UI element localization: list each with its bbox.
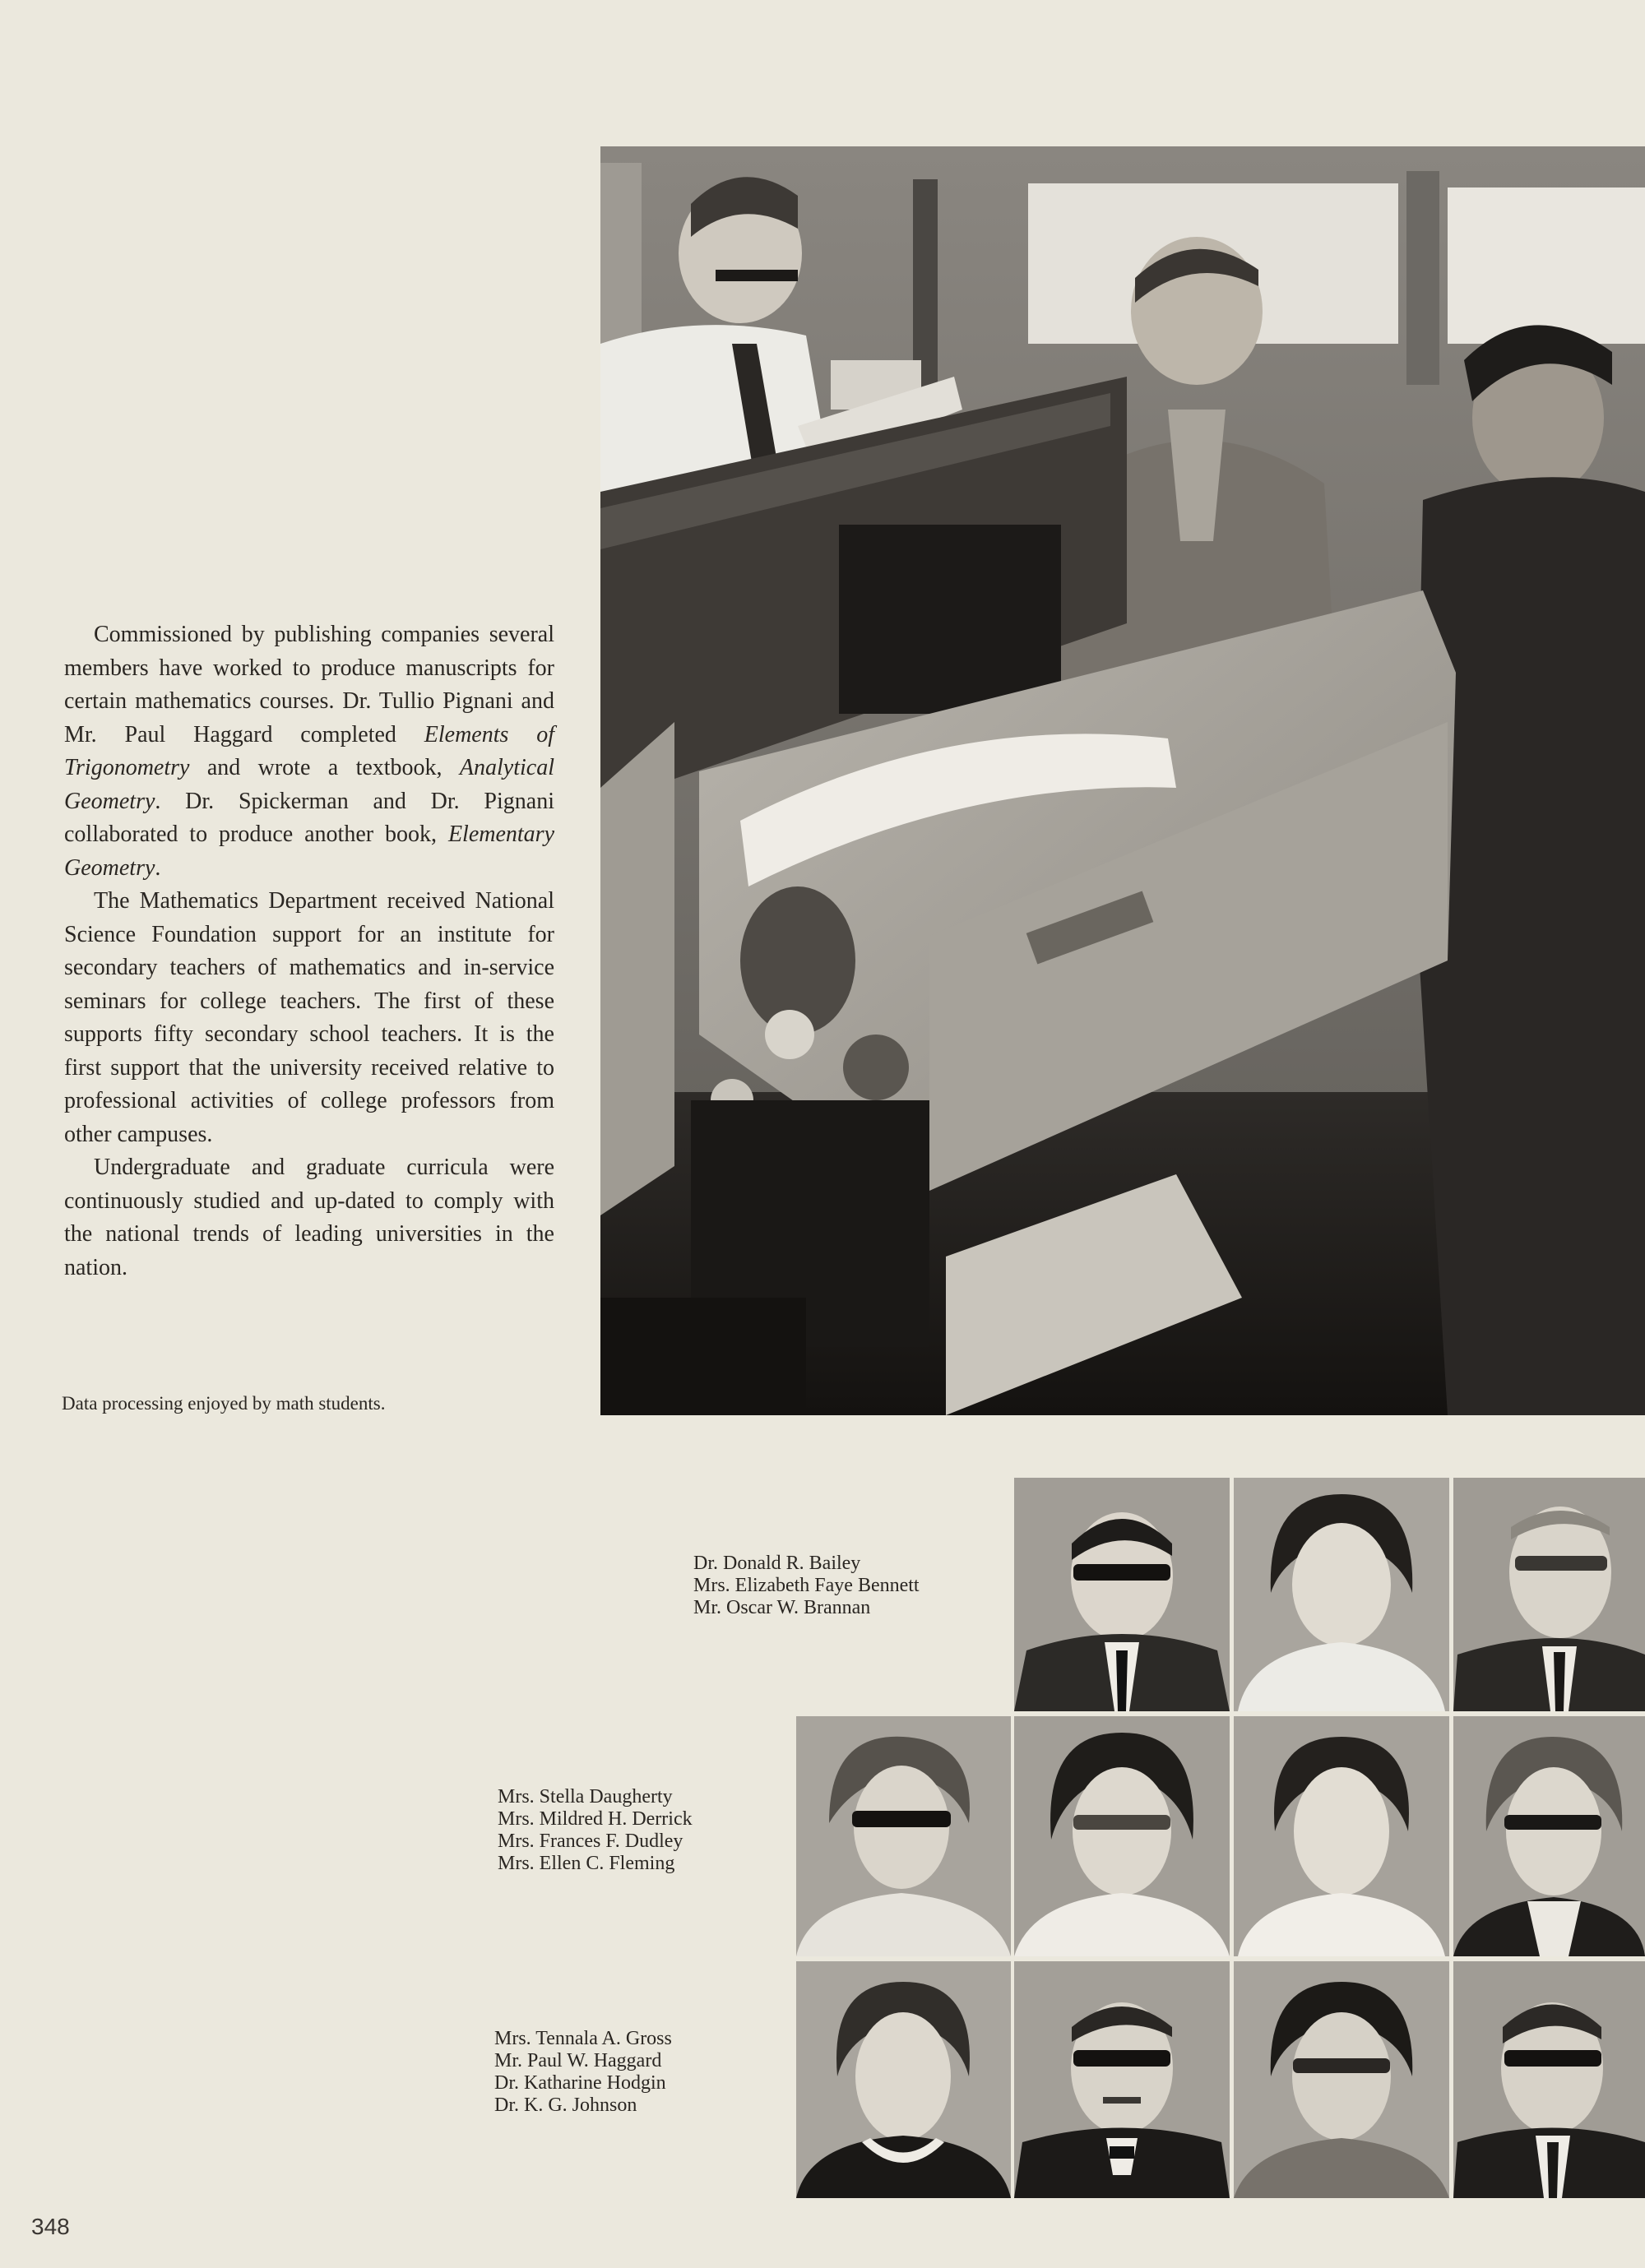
portrait-dudley <box>1234 1716 1449 1956</box>
faculty-name: Dr. Katharine Hodgin <box>494 2072 666 2094</box>
faculty-name: Mr. Paul W. Haggard <box>494 2050 662 2071</box>
portrait-derrick <box>1014 1716 1230 1956</box>
faculty-name: Mrs. Ellen C. Fleming <box>498 1853 675 1874</box>
portrait-brannan <box>1453 1478 1645 1711</box>
faculty-name: Dr. K. G. Johnson <box>494 2094 637 2116</box>
portrait-bennett <box>1234 1478 1449 1711</box>
faculty-name: Mrs. Elizabeth Faye Bennett <box>693 1575 920 1596</box>
data-processing-photo <box>600 146 1645 1415</box>
page-number: 348 <box>31 2214 70 2239</box>
paragraph-curricula: Undergraduate and graduate curricula were continuously studied and up-dated to comply with the national trends of leading universities in the nation. <box>64 1155 554 1280</box>
portrait-hodgin <box>1234 1961 1449 2198</box>
paragraph-publishing <box>64 618 554 885</box>
faculty-name: Dr. Donald R. Bailey <box>693 1553 861 1574</box>
faculty-names-row-1 <box>693 1553 920 1619</box>
data-processing-photo-image <box>600 146 1645 1415</box>
faculty-name: Mr. Oscar W. Brannan <box>693 1597 871 1618</box>
photo-caption: Data processing enjoyed by math students. <box>62 1393 386 1414</box>
portrait-daugherty <box>796 1716 1011 1956</box>
paragraph-publishing-part-3: . Dr. Spickerman and Dr. Pignani collaborated to produce another book, <box>64 788 554 847</box>
faculty-names-row-3 <box>494 2028 672 2117</box>
portrait-gross <box>796 1961 1011 2198</box>
paragraph-publishing-part-2: and wrote a textbook, <box>189 755 460 780</box>
book-title-trigonometry: Elements of Trigonometry <box>64 721 554 780</box>
faculty-name: Mrs. Mildred H. Derrick <box>498 1808 693 1830</box>
faculty-names-row-2 <box>498 1786 693 1875</box>
faculty-name: Mrs. Stella Daugherty <box>498 1786 673 1807</box>
paragraph-publishing-part-1: Commissioned by publishing companies several members have worked to produce manuscripts for certain mathematics courses. Dr. Tullio Pignani and Mr. Paul Haggard completed <box>64 622 554 748</box>
faculty-name: Mrs. Tennala A. Gross <box>494 2028 672 2049</box>
paragraph-nsf-support: The Mathematics Department received National Science Foundation support for an institute for secondary teachers of mathematics and in-service seminars for college teachers. The first of these supports fifty secondary school teachers. It is the first support that the university received relative to professional activities of college professors from other campuses. <box>64 888 554 1147</box>
portrait-bailey <box>1014 1478 1230 1711</box>
portrait-haggard <box>1014 1961 1230 2198</box>
paragraph-publishing-part-4: . <box>155 854 161 881</box>
book-title-elementary-geometry: Elementary Geometry <box>64 822 554 881</box>
portrait-johnson <box>1453 1961 1645 2198</box>
faculty-name: Mrs. Frances F. Dudley <box>498 1831 683 1852</box>
portrait-fleming <box>1453 1716 1645 1956</box>
body-text <box>64 618 554 1284</box>
book-title-analytical-geometry: Analytical Geometry <box>64 755 554 814</box>
